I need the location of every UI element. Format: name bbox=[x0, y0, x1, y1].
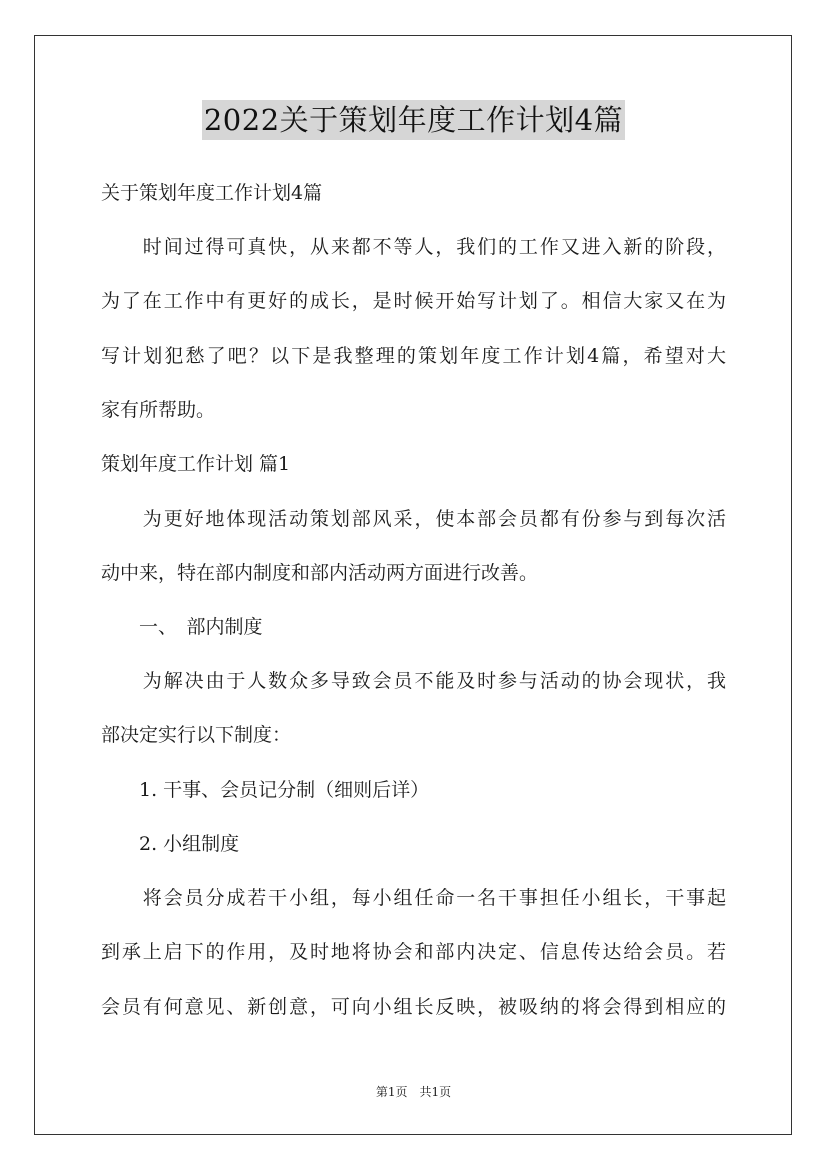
section-heading: 策划年度工作计划 篇1 bbox=[101, 453, 291, 475]
paragraph-line: 部决定实行以下制度： bbox=[101, 724, 292, 746]
paragraph-line: 时间过得可真快，从来都不等人，我们的工作又进入新的阶段， bbox=[101, 236, 726, 258]
paragraph-line: 为更好地体现活动策划部风采，使本部会员都有份参与到每次活 bbox=[101, 508, 726, 530]
paragraph-line: 将会员分成若干小组，每小组任命一名干事担任小组长，干事起 bbox=[101, 887, 726, 909]
subtitle-line: 关于策划年度工作计划4篇 bbox=[101, 182, 323, 204]
title-container bbox=[0, 100, 827, 140]
section-heading: 一、 部内制度 bbox=[101, 616, 263, 638]
paragraph-line: 会员有何意见、新创意，可向小组长反映，被吸纳的将会得到相应的 bbox=[101, 996, 726, 1018]
list-item: 1. 干事、会员记分制（细则后详） bbox=[101, 779, 430, 801]
paragraph-line: 为解决由于人数众多导致会员不能及时参与活动的协会现状，我 bbox=[101, 670, 726, 692]
document-title: 2022关于策划年度工作计划4篇 bbox=[202, 100, 625, 140]
paragraph-line: 为了在工作中有更好的成长，是时候开始写计划了。相信大家又在为 bbox=[101, 290, 726, 312]
paragraph-line: 家有所帮助。 bbox=[101, 399, 216, 421]
page-footer: 第1页 共1页 bbox=[375, 1085, 452, 1099]
paragraph-line: 到承上启下的作用，及时地将协会和部内决定、信息传达给会员。若 bbox=[101, 941, 726, 963]
list-item: 2. 小组制度 bbox=[101, 833, 240, 855]
paragraph-line: 动中来，特在部内制度和部内活动两方面进行改善。 bbox=[101, 562, 539, 584]
paragraph-line: 写计划犯愁了吧？以下是我整理的策划年度工作计划4篇，希望对大 bbox=[101, 345, 726, 367]
